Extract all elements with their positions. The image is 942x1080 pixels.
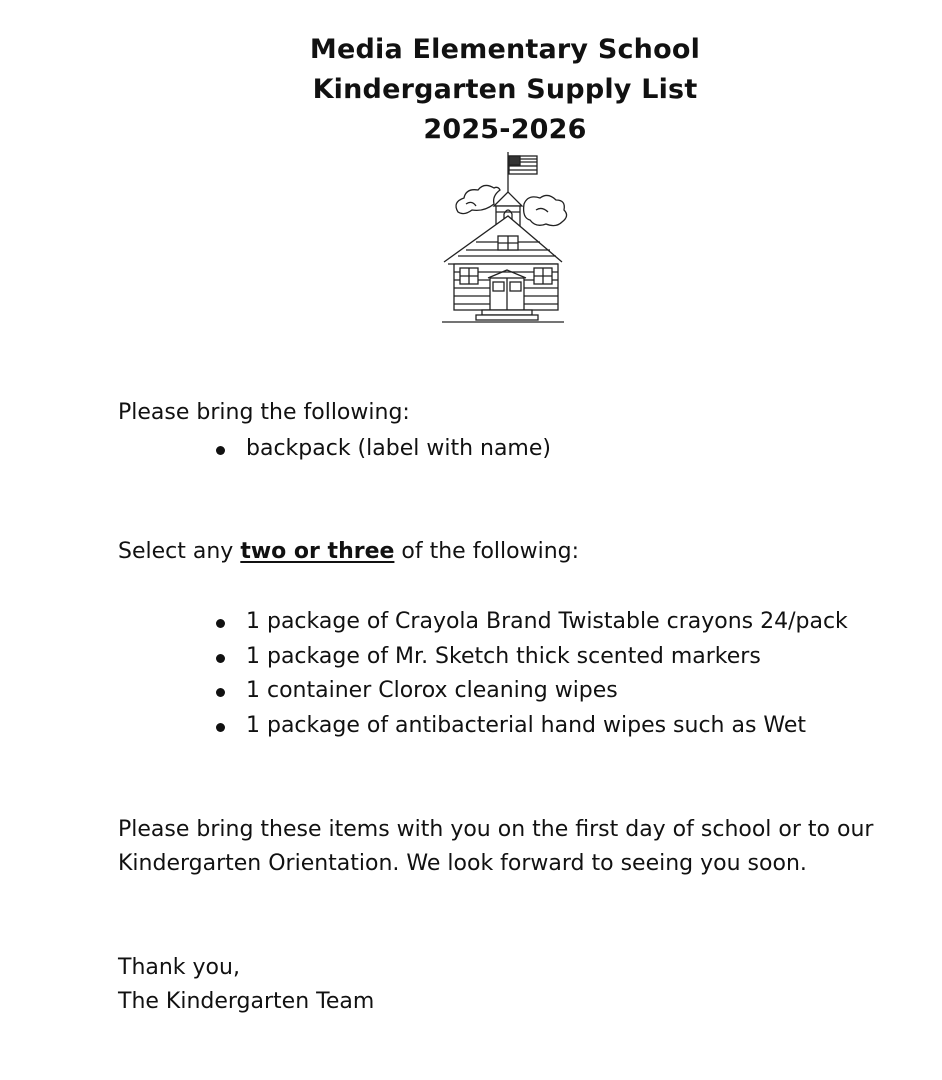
- schoolhouse-icon: [436, 150, 570, 328]
- required-items-list: [246, 432, 551, 467]
- required-intro: Please bring the following:: [118, 400, 410, 425]
- list-item: 1 package of Mr. Sketch thick scented markers: [246, 640, 848, 675]
- list-item: 1 package of antibacterial hand wipes such as Wet: [246, 709, 848, 744]
- document-header: [0, 30, 942, 150]
- closing-paragraph: Please bring these items with you on the first day of school or to our Kindergarten Orientation. We look forward to seeing you soon.: [118, 817, 874, 876]
- optional-intro-emphasis: two or three: [240, 539, 395, 564]
- optional-intro: [118, 535, 579, 569]
- optional-intro-before: Select any: [118, 539, 241, 564]
- school-name: Media Elementary School: [309, 34, 701, 65]
- closing-thanks: Thank you,: [118, 955, 240, 980]
- list-item: 1 package of Crayola Brand Twistable crayons 24/pack: [246, 605, 848, 640]
- list-title: Kindergarten Supply List: [312, 74, 698, 105]
- list-item: 1 container Clorox cleaning wipes: [246, 674, 848, 709]
- school-year: 2025-2026: [423, 114, 587, 145]
- optional-items-list: [246, 605, 848, 743]
- closing-signature: The Kindergarten Team: [118, 989, 375, 1014]
- list-item: backpack (label with name): [246, 432, 551, 467]
- optional-intro-after: of the following:: [394, 539, 580, 564]
